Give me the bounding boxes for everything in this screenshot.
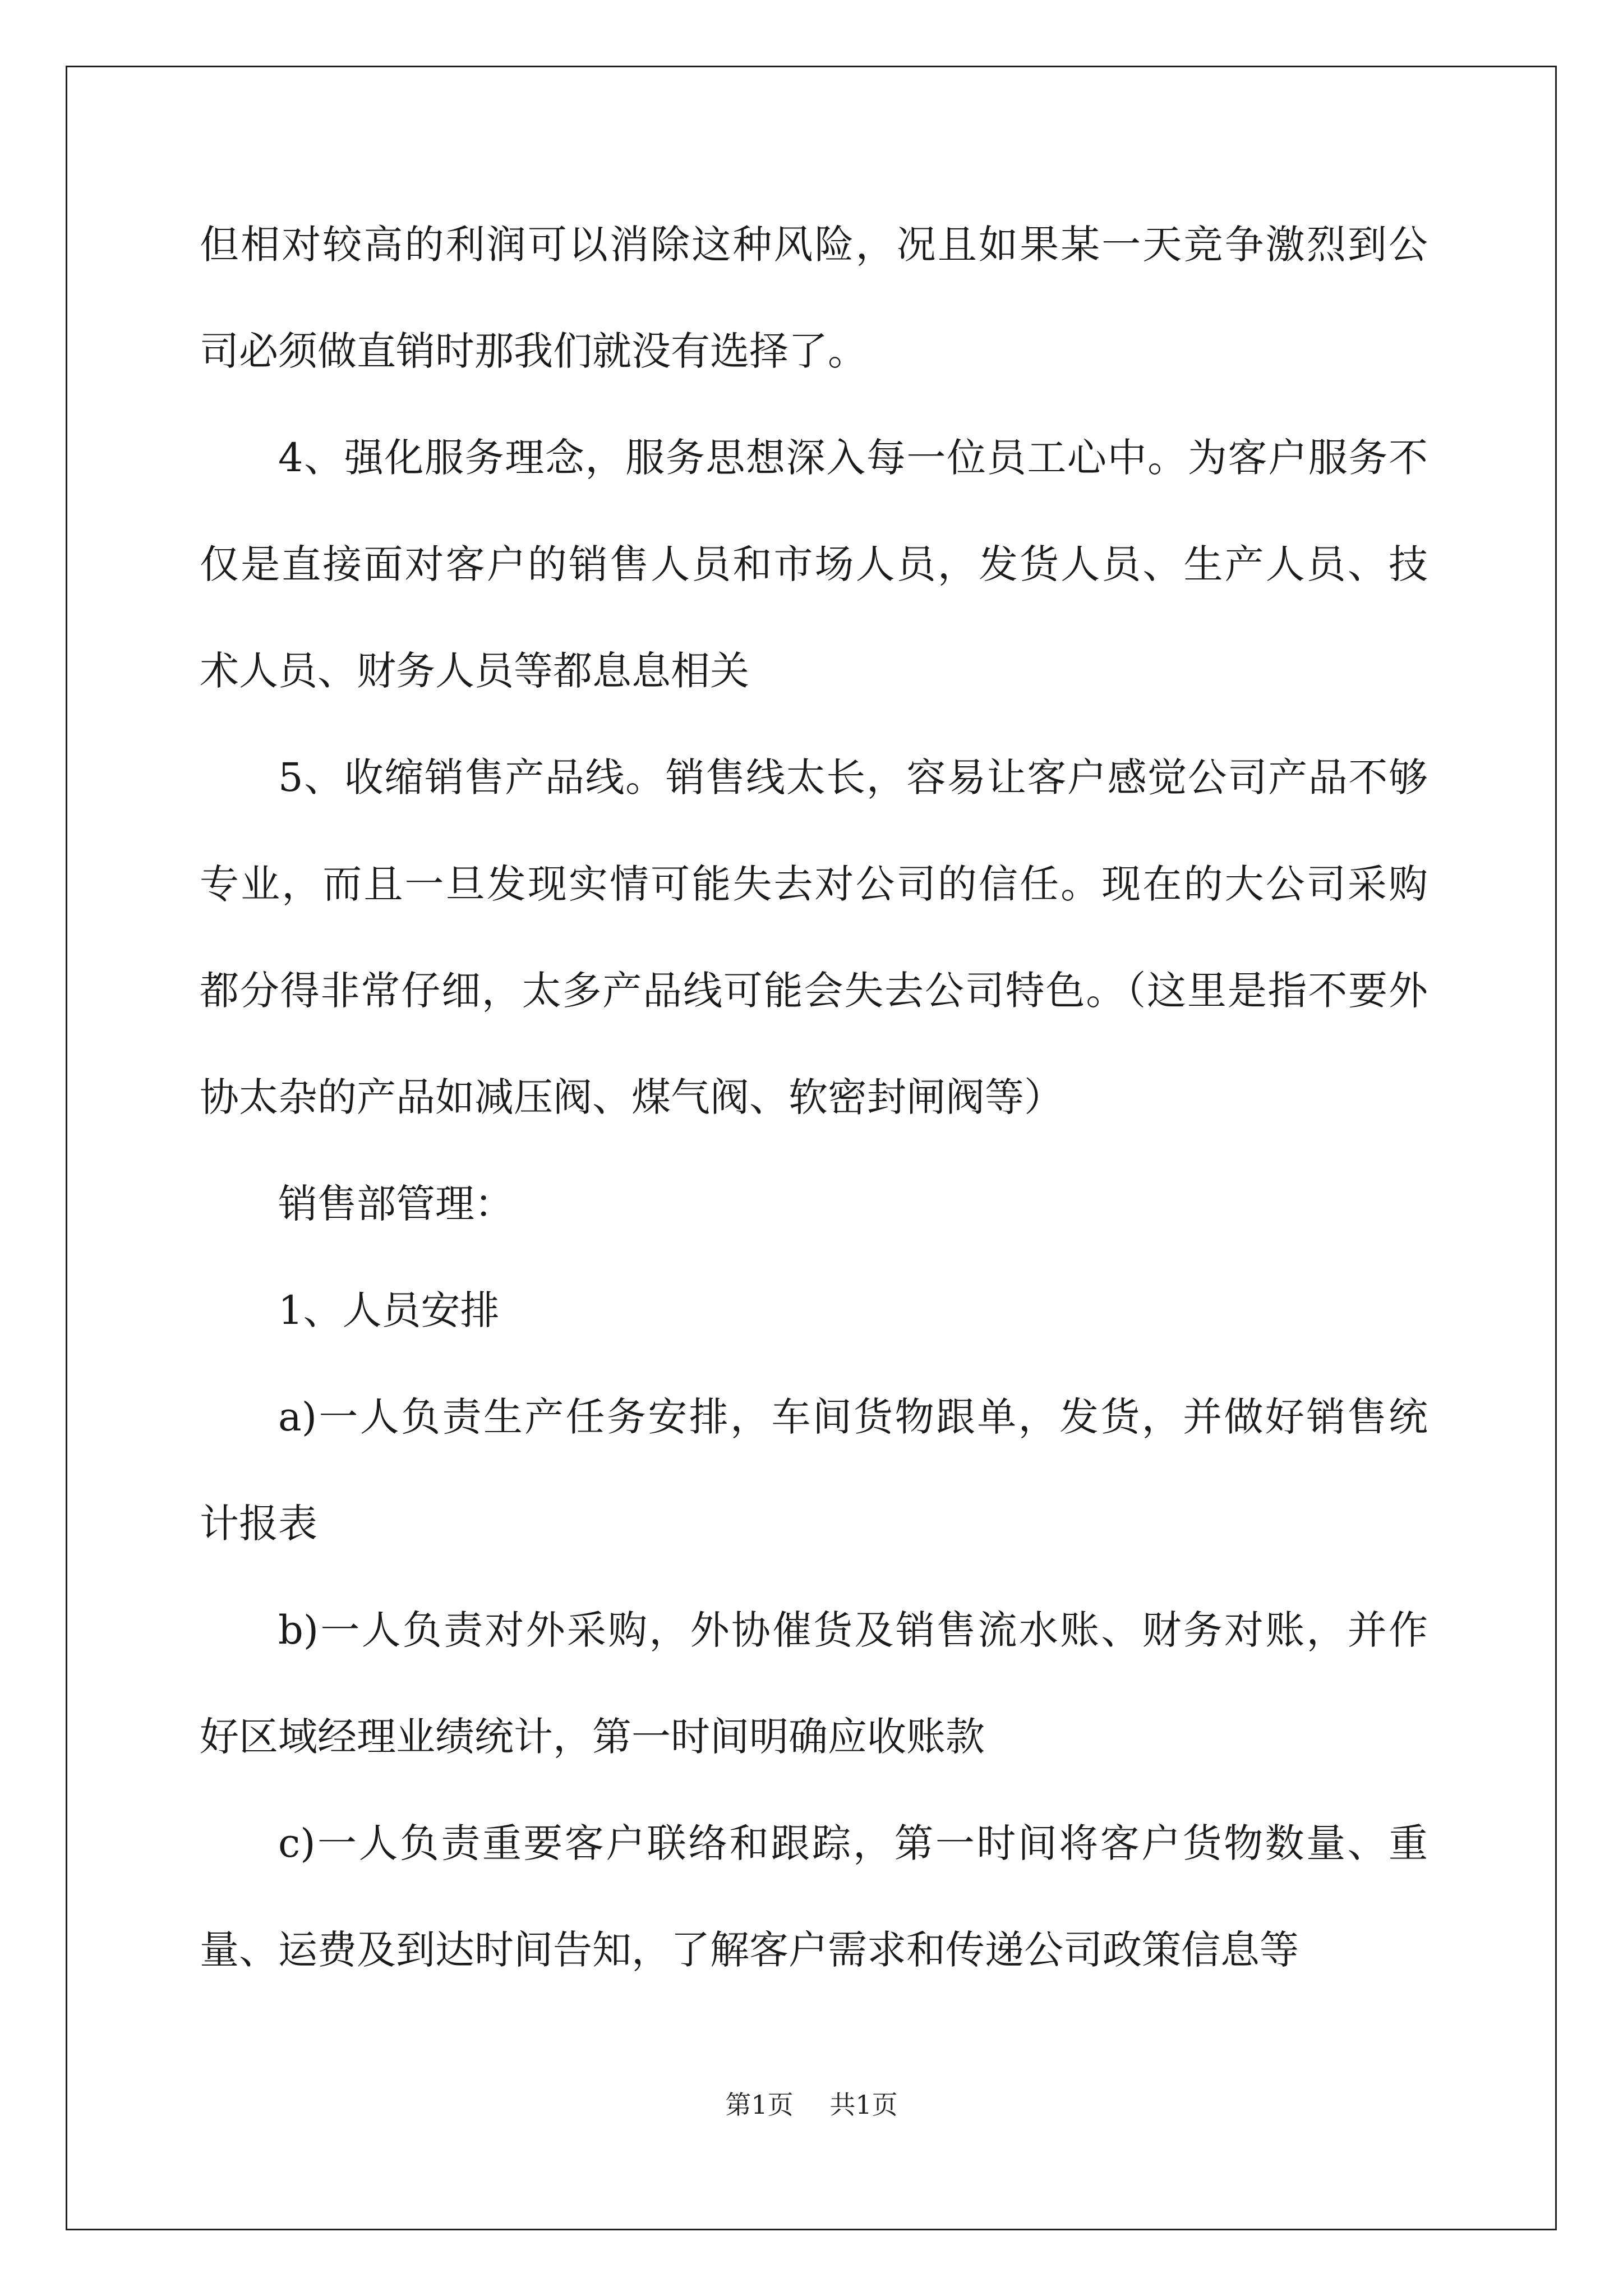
item-a-start: a)一人负责生产任务安排，车间货物跟单，发货，并做好销售统 <box>278 1394 1428 1440</box>
subsection-heading-staffing: 1、人员安排 <box>278 1287 500 1333</box>
section-heading-sales-management: 销售部管理： <box>278 1181 514 1227</box>
text-line: 好区域经理业绩统计，第一时间明确应收账款 <box>200 1714 985 1760</box>
text-line: 协太杂的产品如减压阀、煤气阀、软密封闸阀等） <box>200 1074 1063 1120</box>
page-footer <box>0 2088 1623 2122</box>
text-line: 计报表 <box>200 1501 317 1547</box>
text-line: 司必须做直销时那我们就没有选择了。 <box>200 328 867 374</box>
text-line: 仅是直接面对客户的销售人员和市场人员，发货人员、生产人员、技 <box>200 541 1428 587</box>
text-line: 但相对较高的利润可以消除这种风险，况且如果某一天竞争激烈到公 <box>200 222 1428 268</box>
page-number-current: 第1页 <box>725 2090 794 2120</box>
paragraph-4-start: 4、强化服务理念，服务思想深入每一位员工心中。为客户服务不 <box>278 435 1428 481</box>
text-line: 量、运费及到达时间告知，了解客户需求和传递公司政策信息等 <box>200 1927 1299 1973</box>
text-line: 都分得非常仔细，太多产品线可能会失去公司特色。（这里是指不要外 <box>200 968 1428 1014</box>
item-b-start: b)一人负责对外采购，外协催货及销售流水账、财务对账，并作 <box>278 1607 1428 1653</box>
text-line: 术人员、财务人员等都息息相关 <box>200 648 749 694</box>
text-line: 专业，而且一旦发现实情可能失去对公司的信任。现在的大公司采购 <box>200 861 1428 907</box>
page-number-total: 共1页 <box>829 2090 898 2120</box>
item-c-start: c)一人负责重要客户联络和跟踪，第一时间将客户货物数量、重 <box>278 1820 1428 1866</box>
page-border <box>66 66 1557 2230</box>
paragraph-5-start: 5、收缩销售产品线。销售线太长，容易让客户感觉公司产品不够 <box>278 754 1428 800</box>
